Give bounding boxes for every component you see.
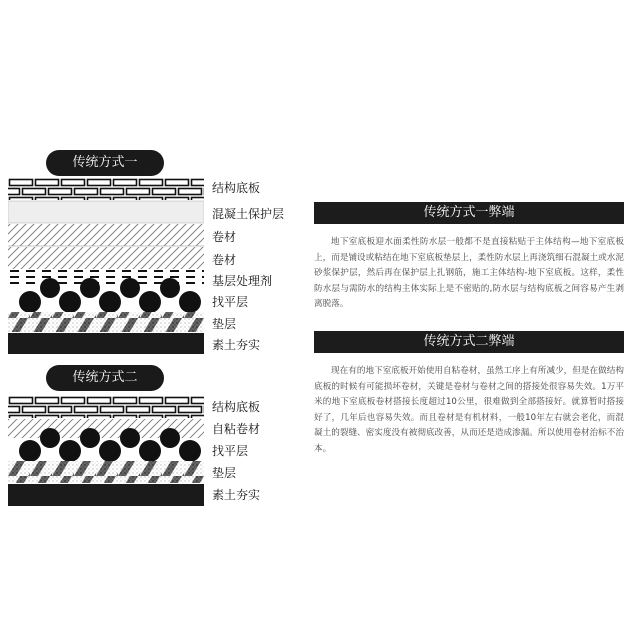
method1-title: 传统方式一 [46, 150, 164, 176]
method2-title: 传统方式二 [46, 365, 164, 391]
m1-label-cushion: 垫层 [212, 317, 237, 331]
m2-label-membrane: 自粘卷材 [212, 422, 261, 436]
m1-label-membrane-2: 卷材 [212, 253, 237, 267]
method2-diagram [8, 396, 204, 506]
m1-label-protect: 混凝土保护层 [212, 207, 285, 221]
m1-layer-membrane-1 [8, 224, 204, 246]
m1-label-slab: 结构底板 [212, 181, 261, 195]
section2-text: 现在有的地下室底板开始使用自粘卷材，虽然工序上有所减少，但是在做结构底板的时候有可能损坏卷材，关键是卷材与卷材之间的搭接处很容易失效。1万平米的地下室底板卷材搭接长度超过10公里，很难做到全部搭接好。就算暂时搭接好了，几年后也容易失效。而且卷材是有机材料，一般10年左右就会老化，而混凝土的裂缝、密实度没有被彻底改善，从而还是造成渗漏。所以使用卷材治标不治本。 [314, 366, 624, 454]
m1-label-soil: 素土夯实 [212, 338, 261, 352]
m1-label-membrane-1: 卷材 [212, 230, 237, 244]
m2-layer-soil [8, 484, 204, 506]
m2-label-soil: 素土夯实 [212, 488, 261, 502]
m1-layer-slab [8, 178, 204, 200]
m2-label-cushion: 垫层 [212, 466, 237, 480]
m2-label-slab: 结构底板 [212, 400, 261, 414]
method1-diagram [8, 178, 204, 354]
m1-label-leveling: 找平层 [212, 295, 249, 309]
section1-text: 地下室底板迎水面柔性防水层一般都不是直接粘贴于主体结构—地下室底板上，而是铺设或粘结在地下室底板垫层上，柔性防水层上再浇筑细石混凝土或水泥砂浆保护层，然后再在保护层上扎钢筋，施工主体结构-地下室底板。这样，柔性防水层与需防水的结构主体实际上是不密贴的,防水层与结构底板之间容易产生剥离脱落。 [314, 237, 624, 310]
m1-label-primer: 基层处理剂 [212, 274, 273, 288]
m1-layer-protect [8, 201, 204, 223]
m1-layer-soil [8, 333, 204, 354]
m2-label-leveling: 找平层 [212, 444, 249, 458]
section1-title: 传统方式一弊端 [314, 202, 624, 224]
m1-layer-membrane-2 [8, 247, 204, 269]
section2-title: 传统方式二弊端 [314, 331, 624, 353]
m2-layer-slab [8, 396, 204, 418]
